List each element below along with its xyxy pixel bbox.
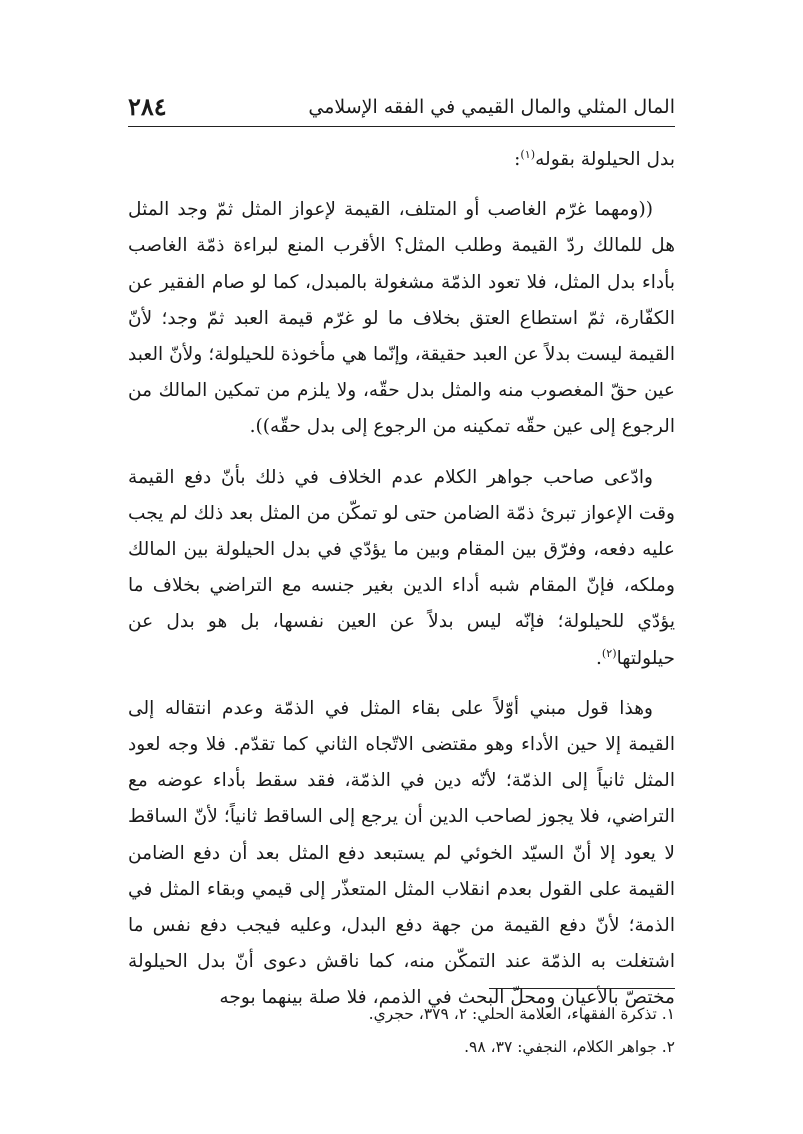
page-number: ٢٨٤ xyxy=(128,92,167,121)
footnote-1: ١. تذكرة الفقهاء، العلامة الحلي: ٢، ٣٧٩، حجري. xyxy=(368,1005,675,1023)
running-header xyxy=(128,92,675,127)
intro-text: بدل الحيلولة بقوله xyxy=(535,149,675,170)
footnote-2: ٢. جواهر الكلام، النجفي: ٣٧، ٩٨. xyxy=(464,1038,675,1056)
footnote-separator xyxy=(489,988,675,989)
paragraph-2-end: . xyxy=(595,647,602,669)
footnote-ref-1[interactable]: (١) xyxy=(520,147,536,161)
footnote-ref-2[interactable]: (٢) xyxy=(601,646,617,660)
footnotes xyxy=(128,998,675,1064)
paragraph-2-text: وادّعى صاحب جواهر الكلام عدم الخلاف في ذلك بأنّ دفع القيمة وقت الإعواز تبرئ ذمّة الضامن حتى لو تمكّن من المثل بعد ذلك لم يجب عليه دفعه، وفرّق بين المقام وبين ما يؤدّي في بدل الحيلولة بين المالك وملكه، فإنّ المقام شبه أداء الدين بغير جنسه مع التراضي بخلاف ما يؤدّي للحيلولة؛ فإنّه ليس بدلاً عن العين نفسها، بل هو بدل عن حيلولتها xyxy=(128,466,675,669)
quote-paragraph: ((ومهما غرّم الغاصب أو المتلف، القيمة لإعواز المثل ثمّ وجد المثل هل للمالك ردّ القيمة وطلب المثل؟ الأقرب المنع لبراءة ذمّة الغاصب بأداء بدل المثل، فلا تعود الذمّة مشغولة بالمبدل، كما لو صام الفقير عن الكفّارة، ثمّ استطاع العتق بخلاف ما لو غرّم قيمة العبد ثمّ وجد؛ لأنّ القيمة ليست بدلاً عن العبد حقيقة، وإنّما هي مأخوذة للحيلولة؛ ولأنّ العبد عين حقّ المغصوب منه والمثل بدل حقّه، ولا يلزم من تمكين المالك من الرجوع إلى عين حقّه تمكينه من الرجوع إلى بدل حقّه)). xyxy=(128,199,675,438)
paragraph-3: وهذا قول مبني أوّلاً على بقاء المثل في الذمّة وعدم انتقاله إلى القيمة إلا حين الأداء وهو مقتضى الاتّجاه الثاني كما تقدّم. فلا وجه لعود المثل ثانياً إلى الذمّة؛ لأنّه دين في الذمّة، فقد سقط بأداء عوضه مع التراضي، فلا يجوز لصاحب الدين أن يرجع إلى الساقط ثانياً؛ لأنّ الساقط لا يعود إلا أنّ السيّد الخوئي لم يستبعد دفع المثل بعد أن دفع الضامن القيمة على القول بعدم انقلاب المثل المتعذّر إلى قيمي وبقاء المثل في الذمة؛ لأنّ دفع القيمة من جهة دفع البدل، وعليه فيجب دفع نفس ما اشتغلت به الذمّة عند التمكّن منه، كما ناقش دعوى أنّ بدل الحيلولة مختصّ بالأعيان ومحلّ البحث في الذمم، فلا صلة بينهما بوجه xyxy=(128,697,675,1009)
paragraph-2 xyxy=(128,460,675,677)
intro-line xyxy=(128,142,675,178)
body-text xyxy=(128,142,675,1017)
intro-colon: : xyxy=(514,149,521,170)
header-title: المال المثلي والمال القيمي في الفقه الإسلامي xyxy=(308,96,675,118)
